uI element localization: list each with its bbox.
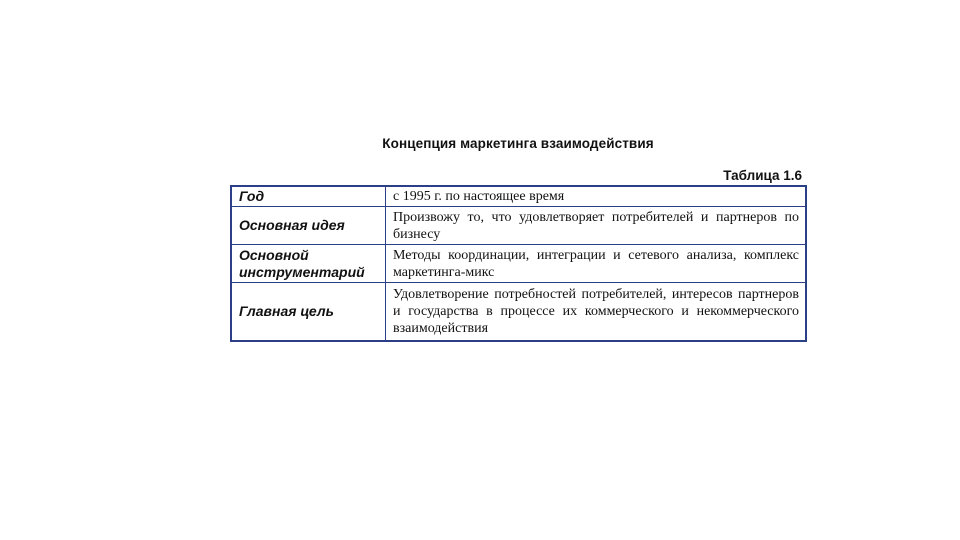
row-key-main-goal: Главная цель bbox=[231, 283, 386, 341]
row-key-main-idea: Основная идея bbox=[231, 207, 386, 245]
row-value-toolkit: Методы координации, интеграции и сетевого анализа, комплекс маркетинга-микс bbox=[386, 245, 807, 283]
table-row bbox=[231, 207, 806, 245]
concept-table bbox=[230, 185, 807, 342]
table-number-label: Таблица 1.6 bbox=[723, 168, 802, 183]
table-row bbox=[231, 283, 806, 341]
document-title: Концепция маркетинга взаимодействия bbox=[382, 136, 654, 151]
row-value-year: с 1995 г. по настоящее время bbox=[386, 186, 807, 207]
row-value-main-goal: Удовлетворение потребностей потребителей, интересов партнеров и государства в процессе их коммерческого и некоммерческого взаимодействия bbox=[386, 283, 807, 341]
row-value-main-idea: Произвожу то, что удовлетворяет потребителей и партнеров по бизнесу bbox=[386, 207, 807, 245]
table-row bbox=[231, 245, 806, 283]
row-key-toolkit: Основной инструментарий bbox=[231, 245, 386, 283]
row-key-year: Год bbox=[231, 186, 386, 207]
table-row bbox=[231, 186, 806, 207]
